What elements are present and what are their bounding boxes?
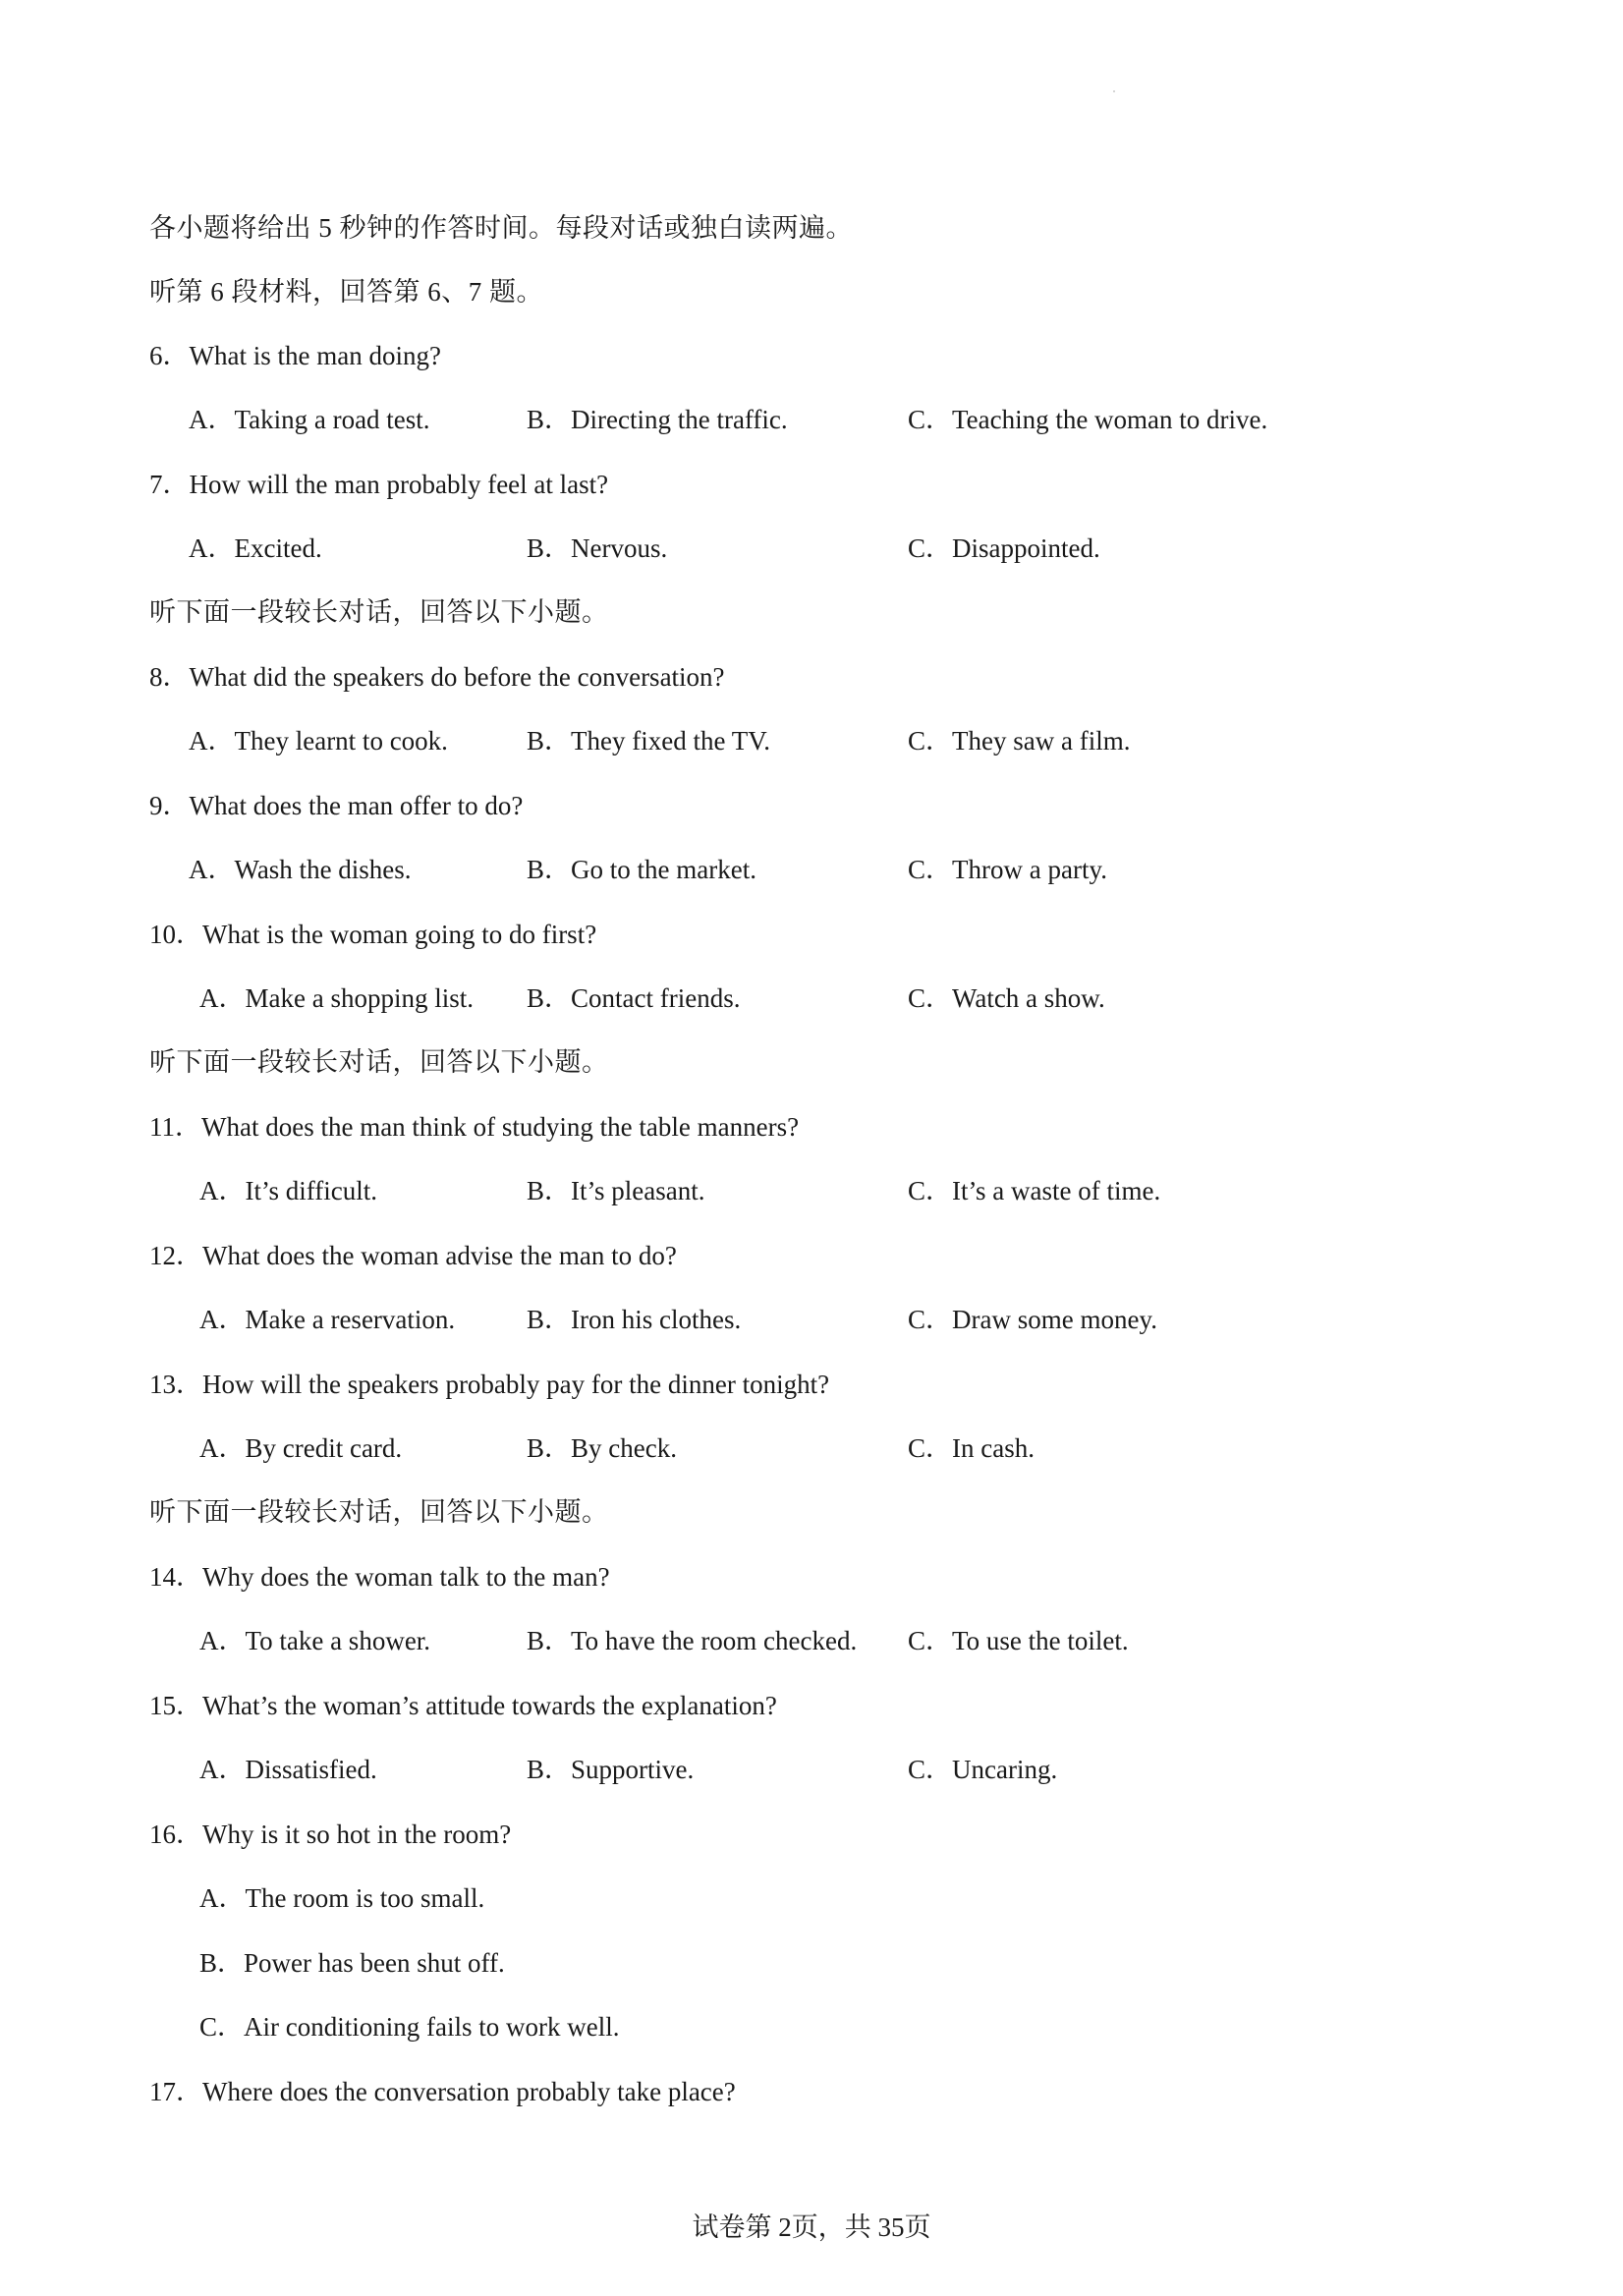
question-number: 14． [149,1562,202,1592]
question-text: What does the man offer to do? [189,791,524,820]
option-b: B．Iron his clothes. [527,1305,742,1334]
question-number: 17． [149,2077,202,2106]
question-text: What does the man think of studying the table manners? [201,1112,800,1142]
option-a: A．To take a shower. [199,1626,431,1655]
question-number: 6． [149,341,190,370]
section-heading-longer-1: 听下面一段较长对话，回答以下小题。 [149,597,609,627]
question-13 [149,1365,829,1404]
option-c: C．Air conditioning fails to work well. [199,2012,620,2042]
instruction-line: 各小题将给出 5 秒钟的作答时间。每段对话或独白读两遍。 [149,213,853,243]
question-text: What does the woman advise the man to do? [202,1241,677,1270]
option-c: C．To use the toilet. [908,1626,1129,1655]
question-number: 16． [149,1820,202,1849]
option-b: B．Go to the market. [527,855,756,884]
option-a: A．Taking a road test. [189,405,430,434]
question-number: 15． [149,1691,202,1720]
question-text: What’s the woman’s attitude towards the explanation? [202,1691,777,1720]
question-number: 7． [149,470,190,499]
option-b: B．By check. [527,1433,677,1463]
option-c: C．Throw a party. [908,855,1107,884]
question-number: 11． [149,1112,201,1142]
option-c: C．In cash. [908,1433,1035,1463]
question-text: Why does the woman talk to the man? [202,1562,610,1592]
question-number: 13． [149,1370,202,1399]
option-b: B．It’s pleasant. [527,1176,705,1205]
option-c: C．Disappointed. [908,533,1100,563]
question-7 [149,465,608,504]
option-c: C．They saw a film. [908,726,1131,756]
question-text: What did the speakers do before the conversation? [189,662,725,692]
question-11 [149,1107,799,1147]
question-number: 10． [149,920,202,949]
question-text: How will the man probably feel at last? [189,470,609,499]
question-text: What is the man doing? [189,341,441,370]
question-8 [149,657,725,697]
question-6 [149,336,441,375]
page-footer: 试卷第 2页，共 35页 [692,2212,931,2242]
question-12 [149,1236,677,1275]
option-b: B．Nervous. [527,533,668,563]
option-a: A．Make a reservation. [199,1305,456,1334]
option-b: B．Directing the traffic. [527,405,788,434]
option-b: B．Power has been shut off. [199,1948,505,1978]
option-a: A．The room is too small. [199,1883,485,1913]
question-16 [149,1815,511,1854]
option-b: B．Contact friends. [527,983,741,1013]
section-heading-longer-3: 听下面一段较长对话，回答以下小题。 [149,1497,609,1527]
question-number: 12． [149,1241,202,1270]
question-text: How will the speakers probably pay for the dinner tonight? [202,1370,830,1399]
option-a: A．Wash the dishes. [189,855,412,884]
option-b: B．Supportive. [527,1755,695,1784]
option-c: C．Uncaring. [908,1755,1058,1784]
option-b: B．They fixed the TV. [527,726,770,756]
question-text: What is the woman going to do first? [202,920,597,949]
question-number: 9． [149,791,190,820]
option-b: B．To have the room checked. [527,1626,858,1655]
option-c: C．Draw some money. [908,1305,1157,1334]
option-a: A．Excited. [189,533,322,563]
question-number: 8． [149,662,190,692]
option-a: A．By credit card. [199,1433,403,1463]
question-14 [149,1557,610,1596]
option-a: A．It’s difficult. [199,1176,377,1205]
option-a: A．Dissatisfied. [199,1755,377,1784]
option-c: C．Teaching the woman to drive. [908,405,1268,434]
question-10 [149,915,596,954]
question-15 [149,1686,777,1725]
question-9 [149,786,523,825]
option-c: C．Watch a show. [908,983,1105,1013]
question-text: Why is it so hot in the room? [202,1820,512,1849]
option-a: A．Make a shopping list. [199,983,474,1013]
option-c: C．It’s a waste of time. [908,1176,1161,1205]
option-a: A．They learnt to cook. [189,726,448,756]
question-text: Where does the conversation probably take place? [202,2077,736,2106]
question-17 [149,2072,736,2111]
speck-mark [1113,90,1115,92]
section-heading-longer-2: 听下面一段较长对话，回答以下小题。 [149,1047,609,1077]
section-heading-6: 听第 6 段材料，回答第 6、7 题。 [149,277,543,307]
